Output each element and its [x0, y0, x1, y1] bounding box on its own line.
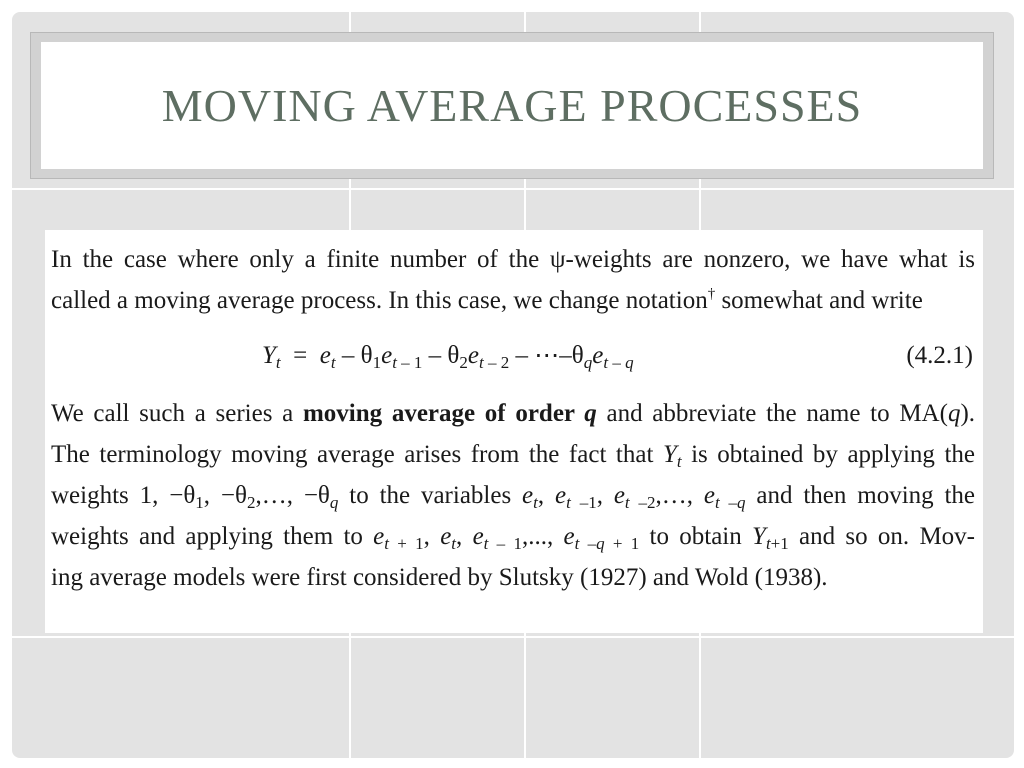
- text-span: weights 1, −θ: [51, 482, 196, 509]
- text-span: ing average models were first considered by Slutsky (1927) and Wold (1938).: [51, 564, 828, 591]
- equation-row: [51, 325, 975, 387]
- paragraph-line: weights 1, $-\theta_1$, $-\theta_2,\dots$, $-\theta_q$ to the variables $e_t$, $e_t$ $_{-1}$, $e_t$ $_{-2}$,…, $e_{t -q}$ and then moving the: [51, 482, 976, 512]
- bold-term: moving average of order: [302, 400, 585, 427]
- text-span: We call such a series a: [51, 400, 303, 427]
- text-span: In the case where only a finite number of the ψ-weights are nonzero, we have what is: [51, 246, 975, 273]
- footnote-dagger: †: [707, 286, 716, 302]
- paragraph-line: The terminology moving average arises from the fact that $Y_t$ is obtained by applying the: [51, 441, 976, 471]
- equation-ma-q: $Y_t = e_t - \theta_1e_t$ $_{- 1} - \theta_2e_t$ $_{- 2} - \cdots-\theta_qe_{t - q}$: [262, 342, 634, 372]
- background-grid-line: [12, 636, 1014, 638]
- slide: [12, 12, 1014, 758]
- slide-title: MOVING AVERAGE PROCESSES: [161, 80, 863, 131]
- text-span: and abbreviate the name to MA(: [596, 400, 948, 427]
- bold-term: q: [584, 400, 597, 427]
- text-span: and so on. Mov-: [788, 523, 976, 550]
- text-span: ).: [960, 400, 976, 427]
- text-span: weights and applying them to: [51, 523, 374, 550]
- paragraph-line: weights and applying them to $e_t$ $_{+ 1}$, $e_t$, $e_t$ $_{- 1}$,..., $e_t$ $_{-q + 1}$ to obtain $Y_{t+1}$ and so on. Mov-: [51, 523, 976, 553]
- paragraph-line: [51, 239, 975, 280]
- paragraph-line: We call such a series a moving average of order q and abbreviate the name to MA(q).: [51, 400, 976, 427]
- text-span: to the variables: [338, 482, 523, 509]
- background-grid-line: [12, 188, 1014, 190]
- equation-number: (4.2.1): [906, 342, 973, 369]
- text-span: is obtained by applying the: [681, 441, 976, 468]
- title-frame: [30, 32, 994, 179]
- paragraph-line: [51, 280, 975, 321]
- text-span: to obtain: [639, 523, 753, 550]
- text-span: called a moving average process. In this case, we change notation: [51, 287, 708, 314]
- text-span: somewhat and write: [715, 287, 923, 314]
- text-span: and then moving the: [745, 482, 976, 509]
- textbook-excerpt: [45, 230, 983, 633]
- title-box: [41, 42, 983, 169]
- paragraph-line: [51, 557, 975, 598]
- text-span: The terminology moving average arises from the fact that: [51, 441, 663, 468]
